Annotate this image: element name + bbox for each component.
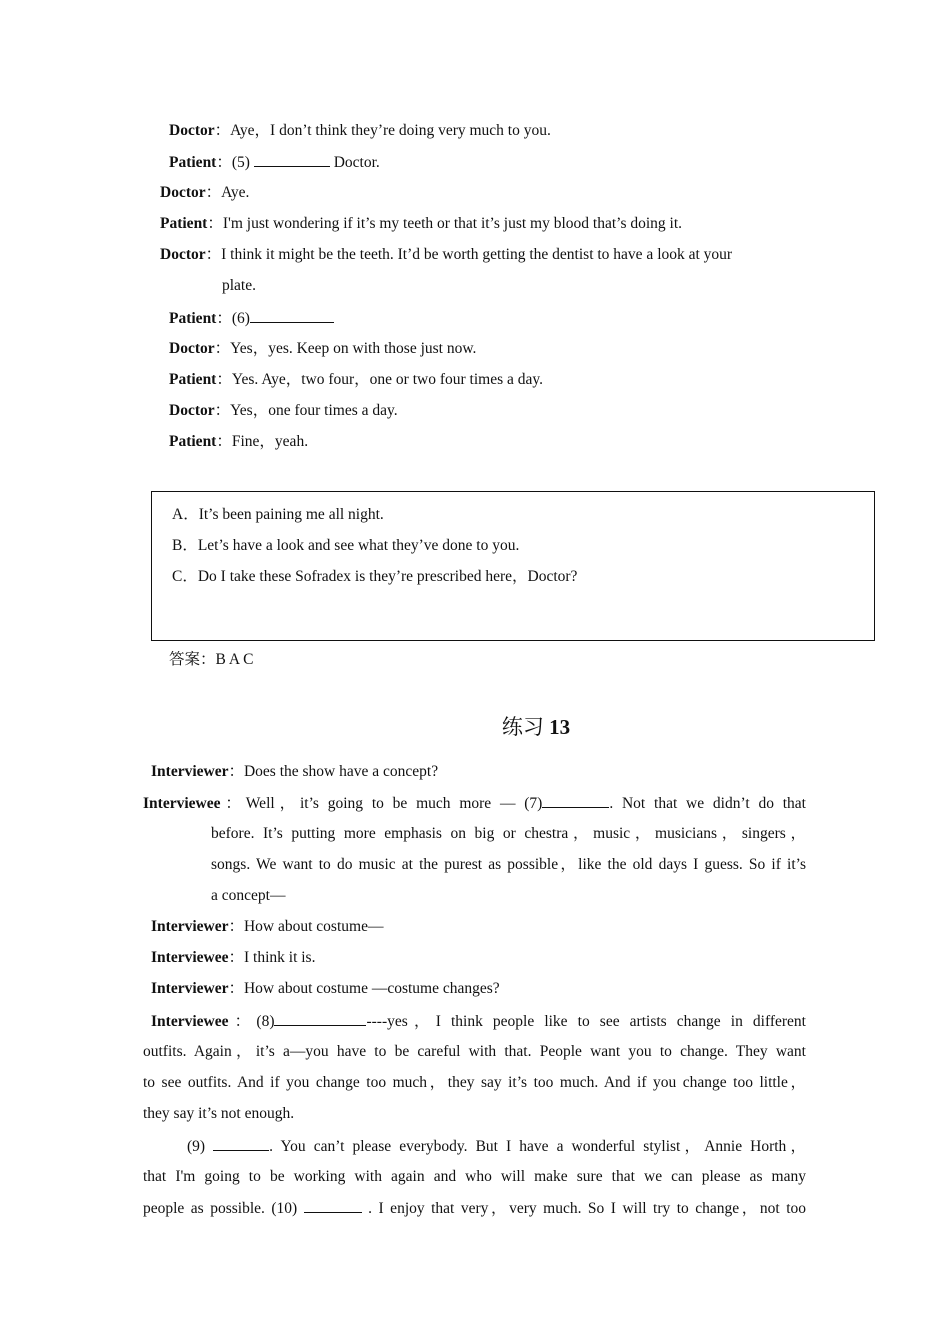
paragraph-line: outfits. Again，it’s a—you have to be careful with that. People want you to change. They want: [143, 1043, 806, 1060]
option-a: A．It’s been paining me all night.: [172, 506, 384, 523]
paragraph-line: that I'm going to be working with again and who will make sure that we can please as many: [143, 1168, 806, 1185]
answer-blank-5[interactable]: [254, 152, 330, 167]
section-title: 练习 13: [501, 715, 571, 739]
speaker-label: Interviewer: [151, 918, 229, 935]
dialogue-line: Interviewee：I think it is.: [151, 949, 316, 966]
dialogue-line: Interviewee：(8) ----yes，I think people like to see artists change in different: [151, 1013, 806, 1030]
dialogue-line: Patient：(5) Doctor.: [169, 154, 380, 171]
dialogue-line: Interviewer：How about costume—: [151, 918, 384, 935]
dialogue-line: Interviewee：Well，it’s going to be much more — (7) . Not that we didn’t do that: [143, 795, 806, 812]
dialogue-line: Patient：(6): [169, 308, 334, 329]
dialogue-continuation: a concept—: [211, 887, 286, 904]
answer-blank-8[interactable]: [274, 1011, 366, 1026]
dialogue-line: Doctor：Aye，I don’t think they’re doing very much to you.: [169, 122, 551, 139]
speaker-label: Interviewee: [151, 949, 229, 966]
answer-blank-7[interactable]: [542, 793, 609, 808]
answer-key: 答案：B A C: [169, 651, 254, 668]
dialogue-text: Aye，I don’t think they’re doing very much to you.: [230, 122, 551, 139]
dialogue-continuation: songs. We want to do music at the purest as possible，like the old days I guess. So if it’s: [211, 856, 806, 873]
dialogue-text: Yes. Aye，two four，one or two four times a day.: [231, 371, 543, 388]
paragraph-line: people as possible. (10) . I enjoy that very，very much. So I will try to change，not too: [143, 1200, 807, 1217]
dialogue-line: Doctor：I think it might be the teeth. It’d be worth getting the dentist to have a look at your: [160, 246, 733, 263]
speaker-label: Doctor: [169, 122, 215, 139]
speaker-label: Patient: [160, 215, 208, 232]
paragraph-line: they say it’s not enough.: [143, 1105, 295, 1122]
speaker-label: Doctor: [160, 246, 206, 263]
dialogue-text: I'm just wondering if it’s my teeth or that it’s just my blood that’s doing it.: [222, 215, 683, 232]
answer-blank-6[interactable]: [250, 308, 334, 323]
speaker-label: Patient: [169, 154, 217, 171]
dialogue-text: Aye.: [221, 184, 250, 201]
speaker-label: Interviewee: [151, 1013, 229, 1030]
option-c: C．Do I take these Sofradex is they’re prescribed here，Doctor?: [172, 568, 578, 585]
option-b: B．Let’s have a look and see what they’ve done to you.: [172, 537, 520, 554]
dialogue-line: Doctor：Yes，one four times a day.: [169, 402, 398, 419]
speaker-label: Doctor: [169, 402, 215, 419]
dialogue-text: Yes，one four times a day.: [230, 402, 398, 419]
speaker-label: Patient: [169, 433, 217, 450]
paragraph-line: (9) . You can’t please everybody. But I have a wonderful stylist，Annie Horth，: [187, 1138, 806, 1155]
speaker-label: Patient: [169, 371, 217, 388]
answer-blank-9[interactable]: [213, 1136, 269, 1151]
dialogue-continuation: before. It’s putting more emphasis on big or chestra，music，musicians，singers，: [211, 825, 806, 842]
answer-blank-10[interactable]: [304, 1198, 362, 1213]
dialogue-line: Patient：Fine，yeah.: [169, 433, 309, 450]
dialogue-text: Fine，yeah.: [231, 433, 309, 450]
dialogue-line: Patient：I'm just wondering if it’s my teeth or that it’s just my blood that’s doing it.: [160, 215, 683, 232]
dialogue-line: Patient：Yes. Aye，two four，one or two four times a day.: [169, 371, 543, 388]
dialogue-line: Doctor：Yes，yes. Keep on with those just now.: [169, 340, 477, 357]
dialogue-line: Interviewer：How about costume —costume changes?: [151, 980, 500, 997]
speaker-label: Doctor: [160, 184, 206, 201]
dialogue-continuation: plate.: [222, 277, 256, 294]
dialogue-text: I think it might be the teeth. It’d be worth getting the dentist to have a look at your: [221, 246, 733, 263]
speaker-label: Interviewer: [151, 980, 229, 997]
speaker-label: Interviewee: [143, 795, 221, 812]
dialogue-line: Interviewer：Does the show have a concept?: [151, 763, 439, 780]
speaker-label: Patient: [169, 310, 217, 327]
paragraph-line: to see outfits. And if you change too much，they say it’s too much. And if you change too little，: [143, 1074, 806, 1091]
speaker-label: Interviewer: [151, 763, 229, 780]
speaker-label: Doctor: [169, 340, 215, 357]
dialogue-line: Doctor：Aye.: [160, 184, 250, 201]
dialogue-text: Yes，yes. Keep on with those just now.: [230, 340, 477, 357]
